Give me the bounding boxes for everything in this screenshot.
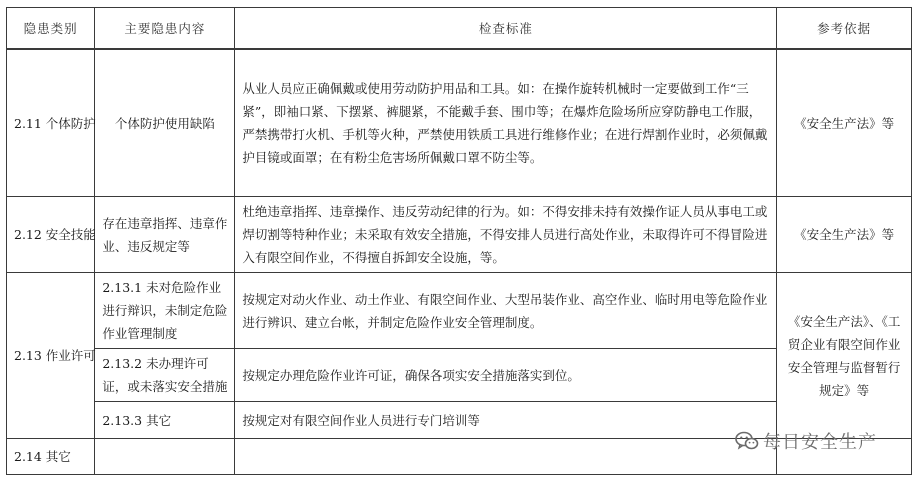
- header-content: 主要隐患内容: [95, 8, 235, 50]
- row-standard: 从业人员应正确佩戴或使用劳动防护用品和工具。如：在操作旋转机械时一定要做到工作“三紧”，即袖口紧、下摆紧、裤腿紧，不能戴手套、围巾等；在爆炸危险场所应穿防静电工作服，严禁携带打火机、手机等火种，严禁使用铁质工具进行维修作业；在进行焊割作业时，必须佩戴护目镜或面罩；在有粉尘危害场所佩戴口罩不防尘等。: [235, 49, 777, 197]
- header-reference: 参考依据: [777, 8, 912, 50]
- row-category: 2.14 其它: [7, 439, 95, 475]
- row-content: 2.13.2 未办理许可证，或未落实安全措施: [95, 349, 235, 402]
- table-row: [7, 197, 912, 273]
- wechat-icon: [735, 431, 759, 451]
- row-content: 个体防护使用缺陷: [95, 49, 235, 197]
- row-standard: 按规定对有限空间作业人员进行专门培训等: [235, 402, 777, 439]
- row-standard: 按规定对动火作业、动土作业、有限空间作业、大型吊装作业、高空作业、临时用电等危险作业进行辨识、建立台帐，并制定危险作业安全管理制度。: [235, 273, 777, 349]
- watermark: [735, 428, 877, 454]
- table-row: [7, 349, 912, 402]
- row-content: 存在违章指挥、违章作业、违反规定等: [95, 197, 235, 273]
- row-reference: 《安全生产法》、《工贸企业有限空间作业安全管理与监督暂行规定》等: [777, 273, 912, 439]
- hazard-inspection-table: [6, 7, 912, 475]
- row-standard: [235, 439, 777, 475]
- watermark-text: 每日安全生产: [763, 432, 877, 453]
- table-row: [7, 49, 912, 197]
- row-content: 2.13.3 其它: [95, 402, 235, 439]
- row-standard: 杜绝违章指挥、违章操作、违反劳动纪律的行为。如：不得安排未持有效操作证人员从事电工或焊切割等特种作业；未采取有效安全措施，不得安排人员进行高处作业，未取得许可不得冒险进入有限空间作业，不得擅自拆卸安全设施，等。: [235, 197, 777, 273]
- row-reference: 《安全生产法》等: [777, 49, 912, 197]
- row-content: 2.13.1 未对危险作业进行辩识，未制定危险作业管理制度: [95, 273, 235, 349]
- header-category: 隐患类别: [7, 8, 95, 50]
- table-header-row: [7, 8, 912, 50]
- row-category: 2.11 个体防护: [7, 49, 95, 197]
- table-row: [7, 273, 912, 349]
- row-category: 2.12 安全技能: [7, 197, 95, 273]
- header-standard: 检查标准: [235, 8, 777, 50]
- row-category: 2.13 作业许可: [7, 273, 95, 439]
- row-content: [95, 439, 235, 475]
- row-standard: 按规定办理危险作业许可证，确保各项实安全措施落实到位。: [235, 349, 777, 402]
- row-reference: 《安全生产法》等: [777, 197, 912, 273]
